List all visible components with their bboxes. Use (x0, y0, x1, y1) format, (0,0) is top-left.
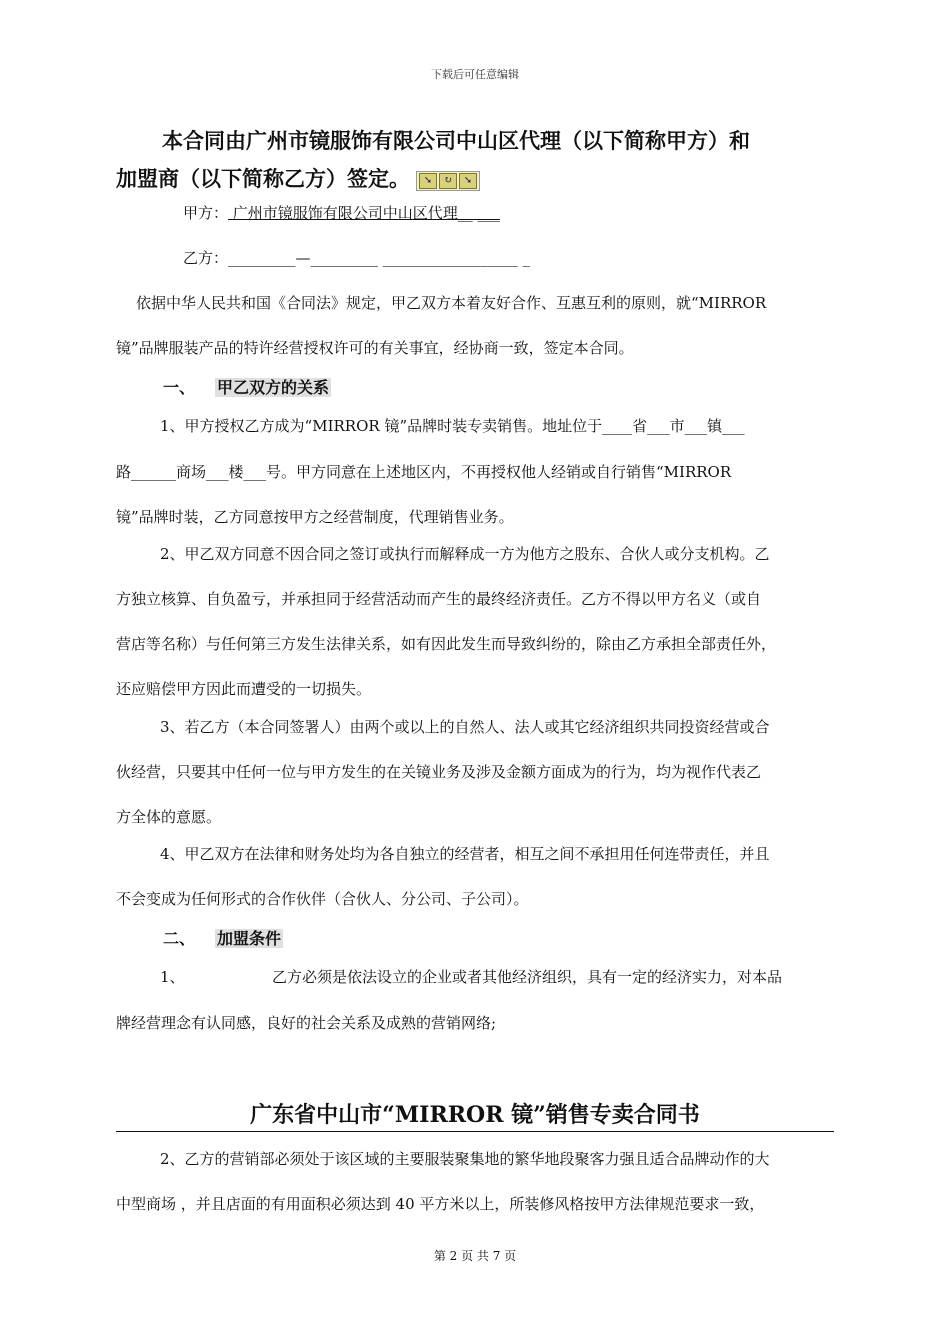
arrow-right-icon: ➘ (419, 173, 437, 189)
clause-1-2-line: 方独立核算、自负盈亏，并承担同于经营活动而产生的最终经济责任。乙方不得以甲方名义（或自 (116, 590, 762, 608)
clause-1-3-line: 3、若乙方（本合同签署人）由两个或以上的自然人、法人或其它经济组织共同投资经营或合 (160, 718, 770, 736)
section-2-title: 加盟条件 (217, 929, 282, 948)
section-1-heading (163, 375, 331, 398)
party-a-line (183, 202, 500, 223)
clause-1-1-line: 镜”品牌时装，乙方同意按甲方之经营制度，代理销售业务。 (116, 508, 514, 526)
section-1-title: 甲乙双方的关系 (217, 378, 330, 397)
page-header-note: 下载后可任意编辑 (431, 68, 519, 81)
clause-1-2-line: 营店等名称）与任何第三方发生法律关系，如有因此发生而导致纠纷的，除由乙方承担全部责任外， (116, 635, 777, 653)
clause-1-3-line: 方全体的意愿。 (116, 808, 222, 826)
clause-1-1-line: 1、甲方授权乙方成为“MIRROR 镜”品牌时装专卖销售。地址位于____省___市___镇___ (160, 417, 745, 435)
title-line-1: 本合同由广州市镜服饰有限公司中山区代理（以下简称甲方）和 (162, 128, 750, 153)
party-b-value: _________—_________ __________________ _ (228, 249, 531, 267)
clause-2-2-line: 2、乙方的营销部必须处于该区域的主要服装聚集地的繁华地段聚客力强且适合品牌动作的大 (160, 1150, 770, 1168)
contract-intro-title (116, 122, 846, 198)
clause-2-1-line: 牌经营理念有认同感，良好的社会关系及成熟的营销网络; (116, 1014, 497, 1032)
clause-2-1-line: 乙方必须是依法设立的企业或者其他经济组织，具有一定的经济实力，对本品 (272, 968, 783, 986)
arrow-right-icon: ➘ (459, 173, 477, 189)
party-b-line (183, 247, 530, 268)
party-b-label: 乙方： (183, 249, 229, 267)
document-title: 广东省中山市“MIRROR 镜”销售专卖合同书 (116, 1098, 834, 1132)
clause-1-4-line: 不会变成为任何形式的合作伙伴（合伙人、分公司、子公司）。 (116, 890, 529, 908)
section-2-number: 二、 (163, 929, 196, 948)
embedded-icon-strip (416, 171, 480, 191)
clause-1-2-line: 2、甲乙双方同意不因合同之签订或执行而解释成一方为他方之股东、合伙人或分支机构。乙 (160, 545, 770, 563)
clause-1-4-line: 4、甲乙双方在法律和财务处均为各自独立的经营者，相互之间不承担用任何连带责任，并且 (160, 845, 770, 863)
title-line-2: 加盟商（以下简称乙方）签定。 (116, 166, 410, 191)
party-a-label: 甲方： (183, 204, 229, 222)
intro-line-1: 依据中华人民共和国《合同法》规定，甲乙双方本着友好合作、互惠互利的原则，就“MIRROR (136, 294, 767, 312)
clause-1-1-line: 路______商场___楼___号。甲方同意在上述地区内，不再授权他人经销或自行销售“MIRROR (116, 463, 732, 481)
clause-1-3-line: 伙经营，只要其中任何一位与甲方发生的在关镜业务及涉及金额方面成为的行为，均为视作代表乙 (116, 763, 762, 781)
refresh-icon: ↻ (439, 173, 457, 189)
section-2-heading (163, 926, 283, 949)
clause-2-2-line: 中型商场 ，并且店面的有用面积必须达到 40 平方米以上，所装修风格按甲方法律规范要求一致， (116, 1195, 765, 1213)
party-a-value: 广州市镜服饰有限公司中山区代理__ ___ (228, 204, 501, 222)
clause-1-2-line: 还应赔偿甲方因此而遭受的一切损失。 (116, 680, 372, 698)
section-1-number: 一、 (163, 378, 196, 397)
clause-2-1-number: 1、 (160, 968, 185, 986)
page-number: 第 2 页 共 7 页 (433, 1249, 517, 1263)
intro-line-2: 镜”品牌服装产品的特许经营授权许可的有关事宜，经协商一致，签定本合同。 (116, 339, 634, 357)
